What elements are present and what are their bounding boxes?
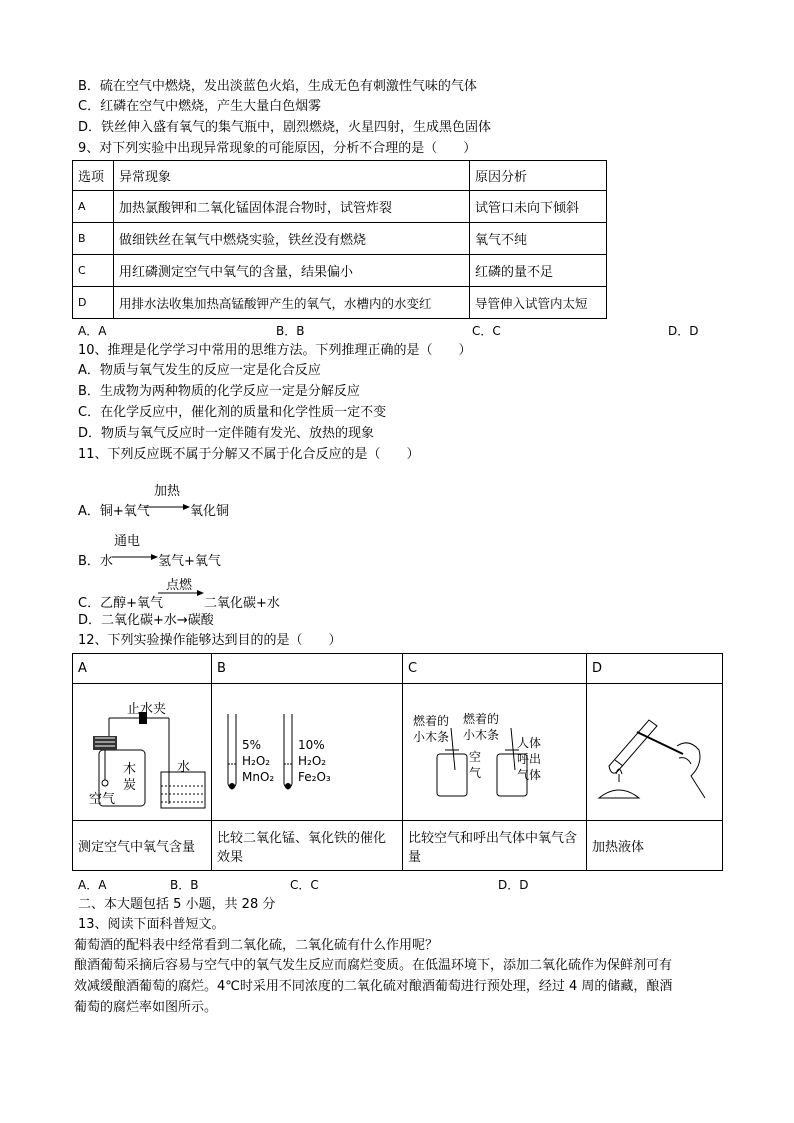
- reaction-products: 氢气+氧气: [158, 554, 221, 569]
- label-charcoal-2: 炭: [123, 778, 137, 793]
- q9-answer-c: C．C: [472, 324, 501, 338]
- q8-option-d: D．铁丝伸入盛有氧气的集气瓶中，剧烈燃烧，火星四射，生成黑色固体: [78, 120, 492, 135]
- table-row: [73, 191, 607, 223]
- label-air-1: 空: [469, 750, 482, 764]
- gas-bottles-diagram: [403, 684, 583, 820]
- q12-table: [72, 653, 723, 871]
- q9-row-opt: A: [73, 191, 114, 223]
- reaction-products: 二氧化碳+水: [204, 596, 280, 611]
- q9-row-opt: C: [73, 255, 114, 287]
- q9-row-reason: 试管口未向下倾斜: [470, 191, 607, 223]
- reaction-reactants: B．水: [78, 554, 113, 569]
- q10-option-c: C．在化学反应中，催化剂的质量和化学性质一定不变: [78, 405, 387, 420]
- test-tubes-diagram: [212, 684, 402, 820]
- label-stick2-a: 燃着的: [463, 712, 500, 726]
- q9-header-phenomenon: 异常现象: [114, 161, 470, 191]
- q8-option-b: B．硫在空气中燃烧，发出淡蓝色火焰，生成无色有刺激性气味的气体: [78, 79, 477, 94]
- q12-header-c: C: [403, 654, 587, 684]
- q12-answer-choices: [78, 876, 558, 892]
- label-clamp: 止水夹: [127, 702, 167, 717]
- q12-figure-a: [73, 684, 212, 821]
- label-charcoal-1: 木: [123, 762, 137, 777]
- label-tube1-h2o2: H₂O₂: [242, 754, 271, 768]
- article-paragraph-2-line-3: 葡萄的腐烂率如图所示。: [74, 1000, 218, 1015]
- label-stick2-b: 小木条: [463, 728, 500, 742]
- q12-stem: 12、下列实验操作能够达到目的的是（ ）: [78, 633, 342, 648]
- q9-stem: 9、对下列实验中出现异常现象的可能原因，分析不合理的是（ ）: [78, 141, 477, 156]
- q12-header-d: D: [587, 654, 723, 684]
- reaction-products: 氧化铜: [190, 504, 230, 519]
- label-tube2-conc: 10%: [298, 738, 325, 752]
- q9-row-reason: 导管伸入试管内太短: [470, 287, 607, 319]
- q9-table: [72, 160, 607, 319]
- q12-caption-a: 测定空气中氧气含量: [73, 821, 212, 871]
- q12-caption-d: 加热液体: [587, 821, 723, 871]
- heating-liquid-diagram: [587, 684, 721, 820]
- label-water: 水: [177, 760, 191, 775]
- q9-row-reason: 氧气不纯: [470, 223, 607, 255]
- q11-stem: 11、下列反应既不属于分解又不属于化合反应的是（ ）: [78, 447, 420, 462]
- q12-figure-b: [212, 684, 403, 821]
- q9-answer-choices: [78, 322, 718, 338]
- label-air-2: 气: [469, 766, 482, 780]
- reaction-arrow-icon: [112, 552, 158, 562]
- q12-answer-c: C．C: [290, 878, 319, 892]
- label-stick1-b: 小木条: [413, 730, 450, 744]
- label-breath-2: 呼出: [517, 752, 542, 766]
- q12-header-a: A: [73, 654, 212, 684]
- q12-header-b: B: [212, 654, 403, 684]
- q9-row-phenomenon: 用排水法收集加热高锰酸钾产生的氧气，水槽内的水变红: [114, 287, 470, 319]
- q11-option-b: [78, 530, 378, 570]
- q9-row-opt: D: [73, 287, 114, 319]
- q9-answer-a: A．A: [78, 324, 107, 338]
- q9-header-reason: 原因分析: [470, 161, 607, 191]
- reaction-condition: 加热: [154, 484, 181, 499]
- table-row: [73, 821, 723, 871]
- q9-answer-b: B．B: [276, 324, 305, 338]
- q12-answer-d: D．D: [498, 878, 529, 892]
- q11-option-c: [78, 574, 378, 614]
- table-row: [73, 255, 607, 287]
- label-air: 空气: [89, 792, 116, 807]
- label-tube1-conc: 5%: [242, 738, 262, 752]
- q12-answer-a: A．A: [78, 878, 107, 892]
- q12-caption-b: 比较二氧化锰、氧化铁的催化效果: [212, 821, 403, 871]
- q11-option-d: D．二氧化碳+水→碳酸: [78, 613, 214, 628]
- reaction-arrow-icon: [158, 588, 204, 598]
- q9-header-option: 选项: [73, 161, 114, 191]
- article-paragraph-2-line-2: 效减缓酿酒葡萄的腐烂。4℃时采用不同浓度的二氧化硫对酿酒葡萄进行预处理，经过 4 周的储藏，酿酒: [74, 979, 673, 994]
- article-paragraph-1: 葡萄酒的配料表中经常看到二氧化硫，二氧化硫有什么作用呢？: [74, 938, 439, 953]
- table-row: [73, 223, 607, 255]
- section-title: 二、本大题包括 5 小题，共 28 分: [78, 897, 276, 912]
- table-row: [73, 161, 607, 191]
- q9-row-reason: 红磷的量不足: [470, 255, 607, 287]
- label-stick1-a: 燃着的: [413, 714, 450, 728]
- label-breath-3: 气体: [517, 768, 542, 782]
- q9-row-phenomenon: 加热氯酸钾和二氧化锰固体混合物时，试管炸裂: [114, 191, 470, 223]
- q9-row-opt: B: [73, 223, 114, 255]
- label-breath-1: 人体: [517, 736, 542, 750]
- q10-option-b: B．生成物为两种物质的化学反应一定是分解反应: [78, 384, 360, 399]
- table-row: [73, 684, 723, 821]
- q12-figure-c: [403, 684, 587, 821]
- q12-figure-d: [587, 684, 723, 821]
- label-tube2-h2o2: H₂O₂: [298, 754, 327, 768]
- label-tube1-catalyst: MnO₂: [242, 770, 275, 784]
- q8-option-c: C．红磷在空气中燃烧，产生大量白色烟雾: [78, 99, 322, 114]
- q9-answer-d: D．D: [668, 324, 699, 338]
- q9-row-phenomenon: 做细铁丝在氧气中燃烧实验，铁丝没有燃烧: [114, 223, 470, 255]
- reaction-reactants: A．铜+氧气: [78, 504, 150, 519]
- article-paragraph-2-line-1: 酿酒葡萄采摘后容易与空气中的氧气发生反应而腐烂变质。在低温环境下，添加二氧化硫作为保鲜剂可有: [74, 958, 673, 973]
- q13-stem: 13、阅读下面科普短文。: [78, 917, 225, 932]
- q12-answer-b: B．B: [170, 878, 199, 892]
- q12-caption-c: 比较空气和呼出气体中氧气含量: [403, 821, 587, 871]
- reaction-arrow-icon: [144, 502, 190, 512]
- reaction-condition: 通电: [114, 534, 141, 549]
- reaction-reactants: C．乙醇+氧气: [78, 596, 163, 611]
- label-tube2-catalyst: Fe₂O₃: [298, 770, 331, 784]
- reaction-condition: 点燃: [166, 578, 193, 593]
- table-row: [73, 287, 607, 319]
- q10-option-a: A．物质与氧气发生的反应一定是化合反应: [78, 363, 321, 378]
- q10-stem: 10、推理是化学学习中常用的思维方法。下列推理正确的是（ ）: [78, 343, 472, 358]
- table-row: [73, 654, 723, 684]
- q10-option-d: D．物质与氧气反应时一定伴随有发光、放热的现象: [78, 426, 375, 441]
- q9-row-phenomenon: 用红磷测定空气中氧气的含量，结果偏小: [114, 255, 470, 287]
- q11-option-a: [78, 480, 378, 520]
